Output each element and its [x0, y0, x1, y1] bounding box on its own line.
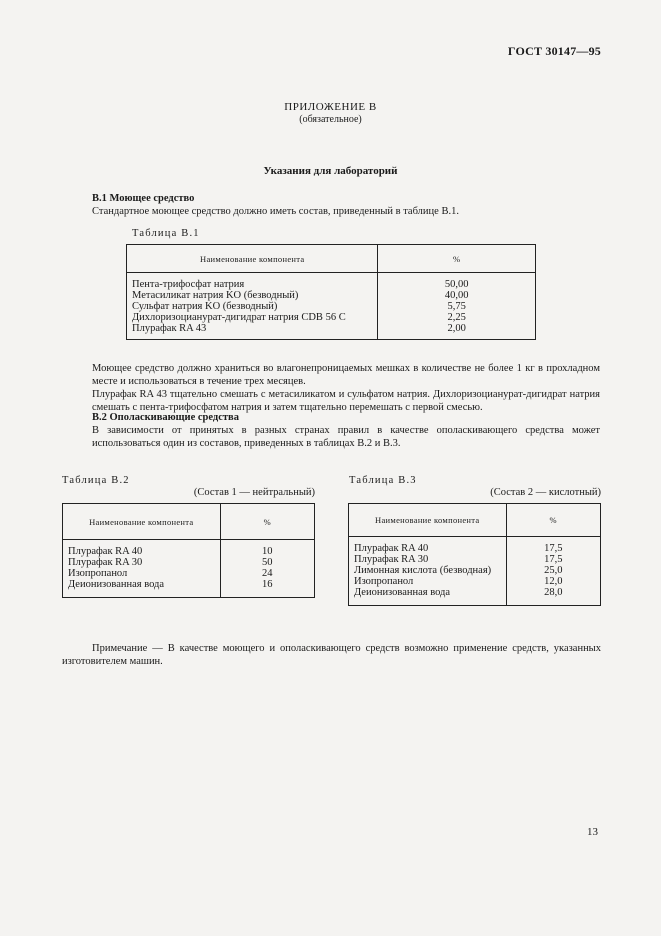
table-b1-caption: Таблица В.1 [132, 228, 200, 239]
table-b2-values [220, 540, 314, 598]
table-b3-row-value: 28,0 [544, 587, 563, 598]
table-b3-row-value: 25,0 [544, 565, 563, 576]
table-b2-col-pct: % [220, 504, 314, 540]
table-b2-row-value: 50 [262, 557, 273, 568]
table-b3-names [349, 537, 507, 606]
table-b2-row-name: Изопропанол [68, 568, 128, 579]
table-b1-row-value: 2,00 [447, 323, 466, 334]
table-b1-row-value: 2,25 [447, 312, 466, 323]
table-b1-row-value: 50,00 [444, 279, 469, 290]
table-b2-subcaption: (Состав 1 — нейтральный) [193, 487, 315, 498]
page-number: 13 [587, 826, 598, 838]
table-b3-caption: Таблица В.3 [349, 475, 417, 486]
table-b2 [62, 503, 315, 598]
table-b2-row-name: Плурафак RA 30 [68, 557, 143, 568]
b2-heading: В.2 Ополаскивающие средства [92, 412, 239, 423]
table-b1 [126, 244, 536, 340]
table-b3-row-name: Лимонная кислота (безводная) [354, 565, 492, 576]
table-b1-col-pct: % [378, 245, 536, 273]
table-b3-values [506, 537, 601, 606]
table-b3-row-name: Плурафак RA 30 [354, 554, 429, 565]
table-b3 [348, 503, 601, 606]
table-b3-row-value: 12,0 [544, 576, 563, 587]
table-b1-col-name: Наименование компонента [127, 245, 378, 273]
document-id: ГОСТ 30147—95 [507, 44, 601, 58]
table-b3-row-value: 17,5 [544, 554, 563, 565]
table-b1-row-name: Сульфат натрия KO (безводный) [132, 301, 278, 312]
table-b3-row-name: Плурафак RA 40 [354, 543, 429, 554]
table-b2-row-value: 16 [262, 579, 273, 590]
b1-heading: В.1 Моющее средство [92, 193, 195, 204]
table-b2-caption: Таблица В.2 [62, 475, 130, 486]
appendix-subtitle: (обязательное) [299, 114, 362, 125]
table-b1-row-value: 5,75 [447, 301, 466, 312]
note: Примечание — В качестве моющего и ополаскивающего средств возможно применение средств, указанных изготовителем машин. [62, 643, 601, 667]
table-b3-row-name: Изопропанол [354, 576, 414, 587]
b1-intro: Стандартное моющее средство должно иметь состав, приведенный в таблице В.1. [92, 206, 459, 217]
table-b2-row-value: 10 [262, 546, 273, 557]
paragraph-rinse: В зависимости от принятых в разных странах правил в качестве ополаскивающего средства может использоваться один из составов, приведенных в таблицах В.2 и В.3. [92, 425, 600, 449]
appendix-title: ПРИЛОЖЕНИЕ В [284, 101, 377, 113]
section-title: Указания для лабораторий [263, 165, 398, 177]
table-b2-col-name: Наименование компонента [63, 504, 221, 540]
table-b1-values [378, 273, 536, 340]
table-b2-row-name: Деионизованная вода [68, 579, 165, 590]
table-b2-names [63, 540, 221, 598]
table-b3-col-pct: % [506, 504, 601, 537]
table-b3-subcaption: (Состав 2 — кислотный) [490, 487, 601, 498]
table-b3-col-name: Наименование компонента [349, 504, 507, 537]
table-b1-row-name: Плурафак RA 43 [132, 323, 207, 334]
table-b2-row-name: Плурафак RA 40 [68, 546, 143, 557]
table-b1-row-name: Пента-трифосфат натрия [132, 279, 245, 290]
table-b1-row-name: Метасиликат натрия KO (безводный) [132, 290, 299, 301]
table-b1-row-name: Дихлоризоцианурат-дигидрат натрия CDB 56 С [132, 312, 346, 323]
paragraph-storage: Моющее средство должно храниться во влагонепроницаемых мешках в количестве не более 1 кг в прохладном месте и использоваться в течение трех месяцев. [92, 363, 600, 387]
table-b2-row-value: 24 [262, 568, 273, 579]
table-b3-row-value: 17,5 [544, 543, 563, 554]
table-b1-row-value: 40,00 [444, 290, 469, 301]
table-b1-names [127, 273, 378, 340]
table-b3-row-name: Деионизованная вода [354, 587, 451, 598]
paragraph-mixing: Плурафак RA 43 тщательно смешать с метасиликатом и сульфатом натрия. Дихлоризоцианурат-дигидрат натрия смешать с пента-трифосфатом натрия и затем тщательно перемешать с первой смесью. [92, 389, 600, 413]
